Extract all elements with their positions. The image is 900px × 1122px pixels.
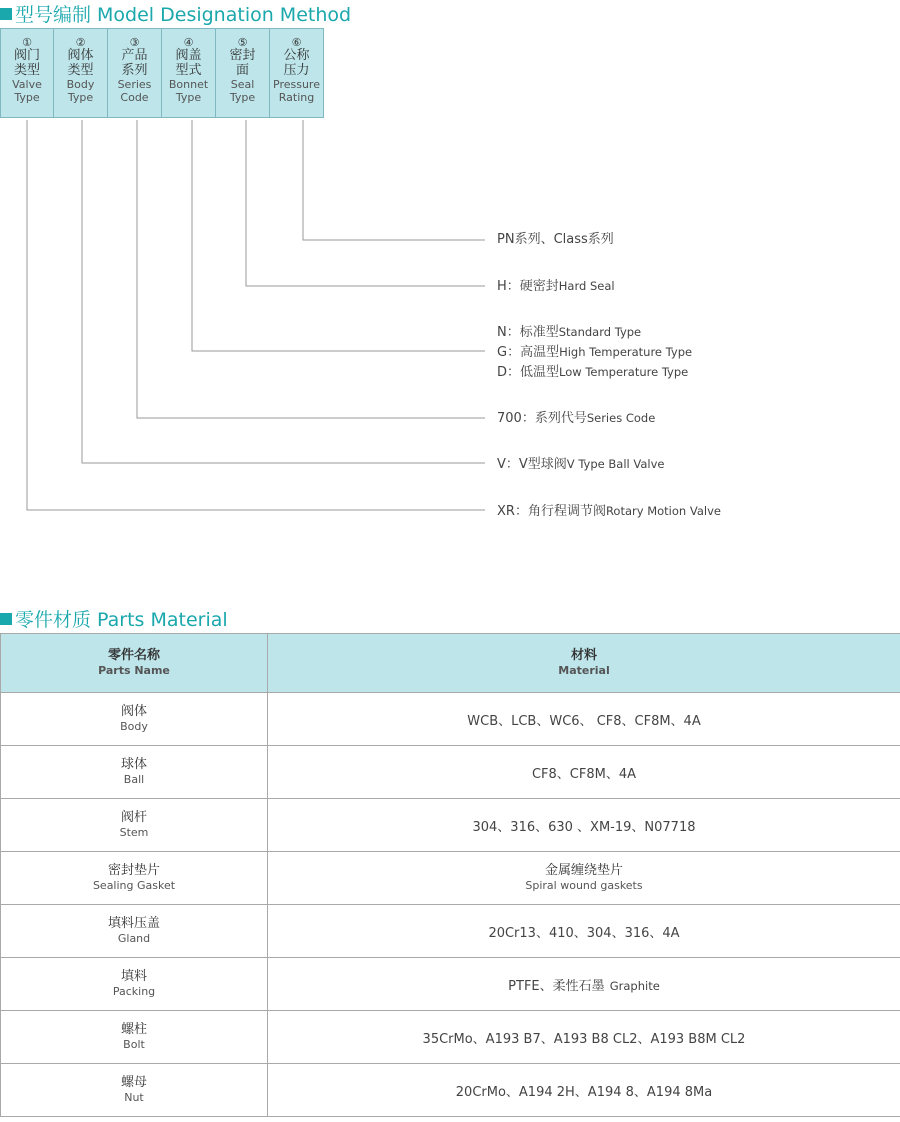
code-cn-label: 密封 <box>229 48 256 63</box>
table-row <box>1 958 900 1011</box>
desc-bonnet-standard <box>497 322 641 343</box>
code-cn-label: 型式 <box>175 63 202 78</box>
part-name-cell: 填料 Packing <box>1 958 268 1011</box>
code-cn-label: 阀体 <box>67 48 94 63</box>
desc-bonnet-en: High Temperature Type <box>559 345 693 359</box>
desc-series <box>497 408 655 429</box>
code-en-label: Type <box>67 91 94 104</box>
desc-body-text: V：V型球阀 <box>497 457 567 472</box>
desc-series-text: 700：系列代号 <box>497 411 587 426</box>
desc-bonnet-text: G：高温型 <box>497 345 560 360</box>
code-number: ① <box>22 36 32 49</box>
desc-bonnet-text: D：低温型 <box>497 365 560 380</box>
part-name-cell: 球体 Ball <box>1 746 268 799</box>
parts-material-title: 零件材质 Parts Material <box>0 605 228 632</box>
table-row <box>1 746 900 799</box>
table-row <box>1 799 900 852</box>
material-cell: PTFE、柔性石墨 Graphite <box>268 958 900 1011</box>
header-parts-name: 零件名称 Parts Name <box>1 634 268 693</box>
desc-pressure <box>497 230 614 250</box>
desc-bonnet-high <box>497 342 692 363</box>
square-bullet-icon <box>0 613 12 625</box>
material-cell: 金属缠绕垫片 Spiral wound gaskets <box>268 852 900 905</box>
part-name-cell: 阀体 Body <box>1 693 268 746</box>
code-cn-label: 系列 <box>121 63 148 78</box>
connector-lines <box>0 0 900 560</box>
desc-seal-text: H：硬密封 <box>497 279 559 294</box>
part-name-cell: 螺柱 Bolt <box>1 1011 268 1064</box>
desc-bonnet-en: Low Temperature Type <box>559 365 689 379</box>
desc-seal <box>497 276 615 297</box>
material-cell: 35CrMo、A193 B7、A193 B8 CL2、A193 B8M CL2 <box>268 1011 900 1064</box>
table-header-row <box>1 634 900 693</box>
code-cn-label: 面 <box>235 63 249 78</box>
code-en-label: Rating <box>278 91 315 104</box>
table-row <box>1 693 900 746</box>
parts-material-table <box>0 633 900 1117</box>
code-en-label: Valve <box>12 78 42 91</box>
code-number: ⑤ <box>237 36 248 49</box>
material-cell: WCB、LCB、WC6、 CF8、CF8M、4A <box>268 693 900 746</box>
material-cell: 304、316、630 、XM-19、N07718 <box>268 799 900 852</box>
desc-valve <box>497 501 721 522</box>
code-cn-label: 阀门 <box>13 48 40 63</box>
code-cn-label: 类型 <box>13 63 40 78</box>
material-cell: CF8、CF8M、4A <box>268 746 900 799</box>
desc-series-en: Series Code <box>586 411 656 425</box>
desc-bonnet-en: Standard Type <box>558 325 642 339</box>
code-en-label: Series <box>117 78 152 91</box>
code-en-label: Pressure <box>273 78 320 91</box>
model-designation-title: 型号编制 Model Designation Method <box>0 0 351 27</box>
code-number: ② <box>75 36 86 49</box>
table-row <box>1 905 900 958</box>
desc-bonnet-text: N：标准型 <box>497 325 559 340</box>
part-name-cell: 阀杆 Stem <box>1 799 268 852</box>
desc-valve-text: XR：角行程调节阀 <box>497 504 606 519</box>
desc-seal-en: Hard Seal <box>558 279 615 293</box>
desc-valve-en: Rotary Motion Valve <box>605 504 721 518</box>
desc-pressure-text: PN系列、Class系列 <box>497 232 614 247</box>
part-name-cell: 密封垫片 Sealing Gasket <box>1 852 268 905</box>
part-name-cell: 螺母 Nut <box>1 1064 268 1117</box>
code-cn-label: 产品 <box>121 48 148 63</box>
code-en-label: Type <box>14 91 40 104</box>
connector-bonnet <box>192 120 485 351</box>
connector-series <box>137 120 485 418</box>
code-number: ③ <box>129 36 140 49</box>
connector-seal <box>246 120 485 286</box>
material-cell: 20CrMo、A194 2H、A194 8、A194 8Ma <box>268 1064 900 1117</box>
code-en-label: Type <box>229 91 256 104</box>
desc-body <box>497 454 664 475</box>
code-en-label: Seal <box>230 78 255 91</box>
code-en-label: Code <box>120 91 149 104</box>
desc-body-en: V Type Ball Valve <box>566 457 665 471</box>
code-number: ④ <box>183 36 194 49</box>
code-en-label: Type <box>175 91 202 104</box>
header-material: 材料 Material <box>268 634 900 693</box>
desc-bonnet-low <box>497 362 688 383</box>
table-row <box>1 1064 900 1117</box>
connector-pressure <box>303 120 485 240</box>
table-row <box>1 1011 900 1064</box>
code-cn-label: 类型 <box>67 63 94 78</box>
connector-body <box>82 120 485 463</box>
code-cn-label: 阀盖 <box>175 48 202 63</box>
connector-valve <box>27 120 485 510</box>
part-name-cell: 填料压盖 Gland <box>1 905 268 958</box>
code-en-label: Bonnet <box>168 78 209 91</box>
code-en-label: Body <box>66 78 95 91</box>
material-cell: 20Cr13、410、304、316、4A <box>268 905 900 958</box>
code-number: ⑥ <box>291 36 302 49</box>
table-row <box>1 852 900 905</box>
code-cn-label: 公称 <box>283 48 310 63</box>
code-cn-label: 压力 <box>283 63 310 78</box>
